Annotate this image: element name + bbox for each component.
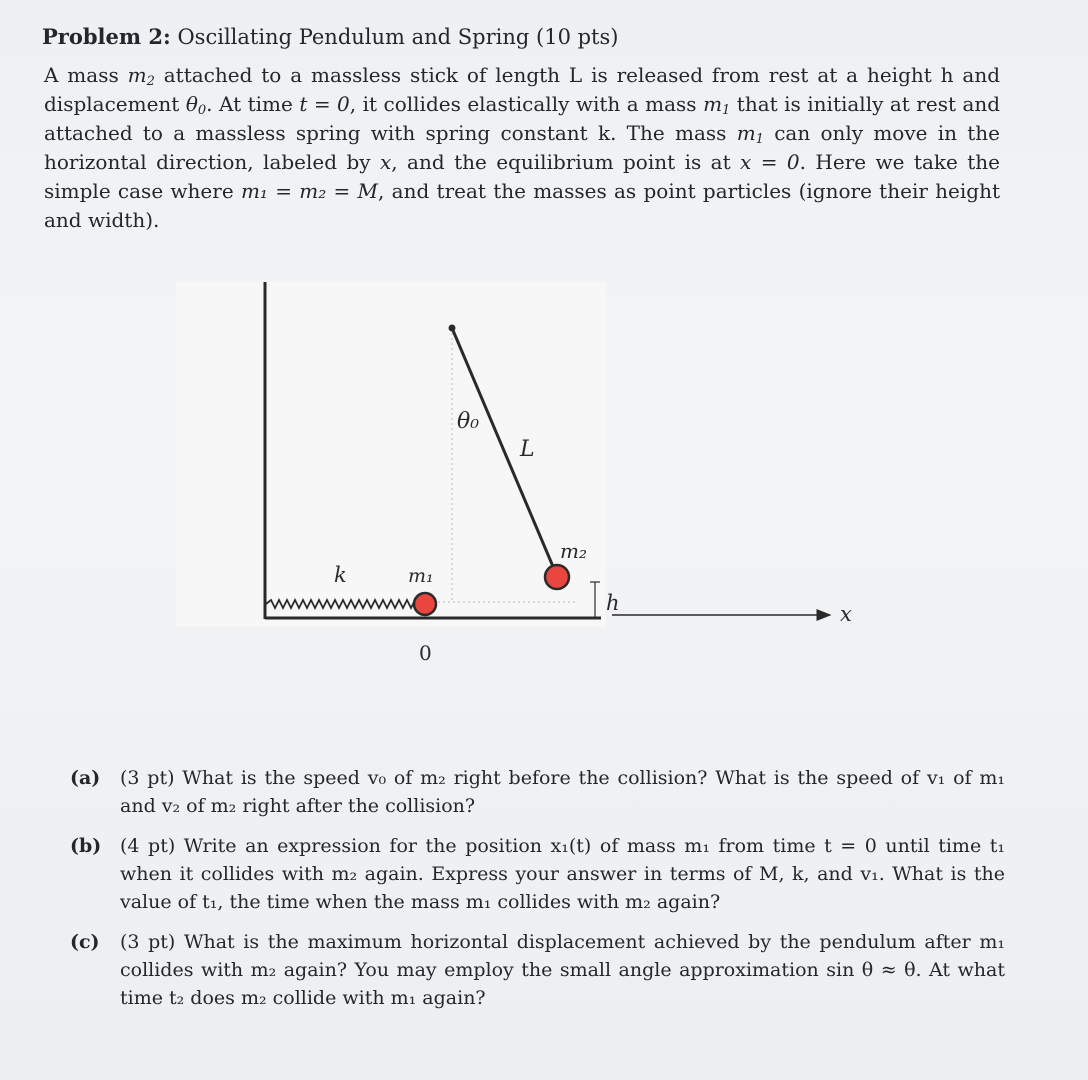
label-m2: m₂ — [560, 539, 587, 563]
part-c — [70, 928, 1005, 1012]
label-m1: m₁ — [408, 565, 434, 587]
pivot — [449, 325, 456, 332]
symbol-m2: $m_2$ — [127, 63, 155, 89]
pendulum-spring-diagram — [176, 282, 876, 662]
symbol-x: x — [380, 150, 392, 174]
symbol-m1: $m_1$ — [703, 92, 731, 118]
intro-text: attached to a massless stick of length L is released from rest at a height h and displacement — [44, 63, 1001, 116]
diagram-panel — [176, 282, 606, 627]
intro-text: , it collides elastically with a mass — [349, 92, 697, 116]
part-a — [70, 764, 1005, 820]
intro-text: can only move in the horizontal direction, labeled by — [44, 121, 1001, 174]
intro-text: . Here we take the simple case where — [44, 150, 1000, 203]
label-theta0: θ₀ — [457, 409, 480, 434]
symbol-t0: t = 0 — [299, 92, 350, 116]
part-b-label: (b) — [70, 835, 102, 857]
part-c-text: (3 pt) What is the maximum horizontal displacement achieved by the pendulum after m₁ collides with m₂ again? You may employ the small angle approximation sin θ ≈ θ. At what time t₂ does m₂ collide with m₁ again? — [120, 931, 1005, 1009]
intro-text: that is initially at rest and attached to a massless spring with spring constant k. The mass — [44, 92, 1001, 145]
part-b — [70, 832, 1005, 916]
problem-title — [42, 24, 618, 49]
label-L: L — [520, 437, 535, 462]
symbol-equal-masses: m₁ = m₂ = M — [240, 179, 379, 203]
problem-number: Problem 2: — [42, 24, 171, 49]
symbol-x0: x = 0 — [740, 150, 800, 174]
mass-m2 — [545, 565, 569, 589]
symbol-theta0: $\theta_0$ — [185, 92, 207, 118]
intro-text: , and the equilibrium point is at — [391, 150, 731, 174]
part-b-text: (4 pt) Write an expression for the position x₁(t) of mass m₁ from time t = 0 until time t₁ when it collides with m₂ again. Express your answer in terms of M, k, and v₁. What is the value of t₁, the time when the mass m₁ collides with m₂ again? — [120, 835, 1005, 913]
question-parts — [70, 764, 1005, 1024]
label-zero: 0 — [419, 641, 432, 662]
intro-text: A mass — [44, 63, 119, 87]
part-a-text: (3 pt) What is the speed v₀ of m₂ right before the collision? What is the speed of v₁ of m₁ and v₂ of m₂ right after the collision? — [120, 767, 1005, 817]
problem-statement — [44, 61, 1000, 235]
intro-text: , and treat the masses as point particles (ignore their height and width). — [44, 179, 1001, 232]
label-k: k — [334, 563, 347, 587]
label-h: h — [606, 591, 620, 615]
problem-title-text: Oscillating Pendulum and Spring (10 pts) — [177, 25, 619, 49]
part-c-label: (c) — [70, 931, 100, 953]
intro-text: . At time — [206, 92, 293, 116]
part-a-label: (a) — [70, 767, 101, 789]
symbol-m1: $m_1$ — [736, 121, 764, 147]
mass-m1 — [414, 593, 436, 615]
label-x-axis: x — [840, 602, 852, 626]
